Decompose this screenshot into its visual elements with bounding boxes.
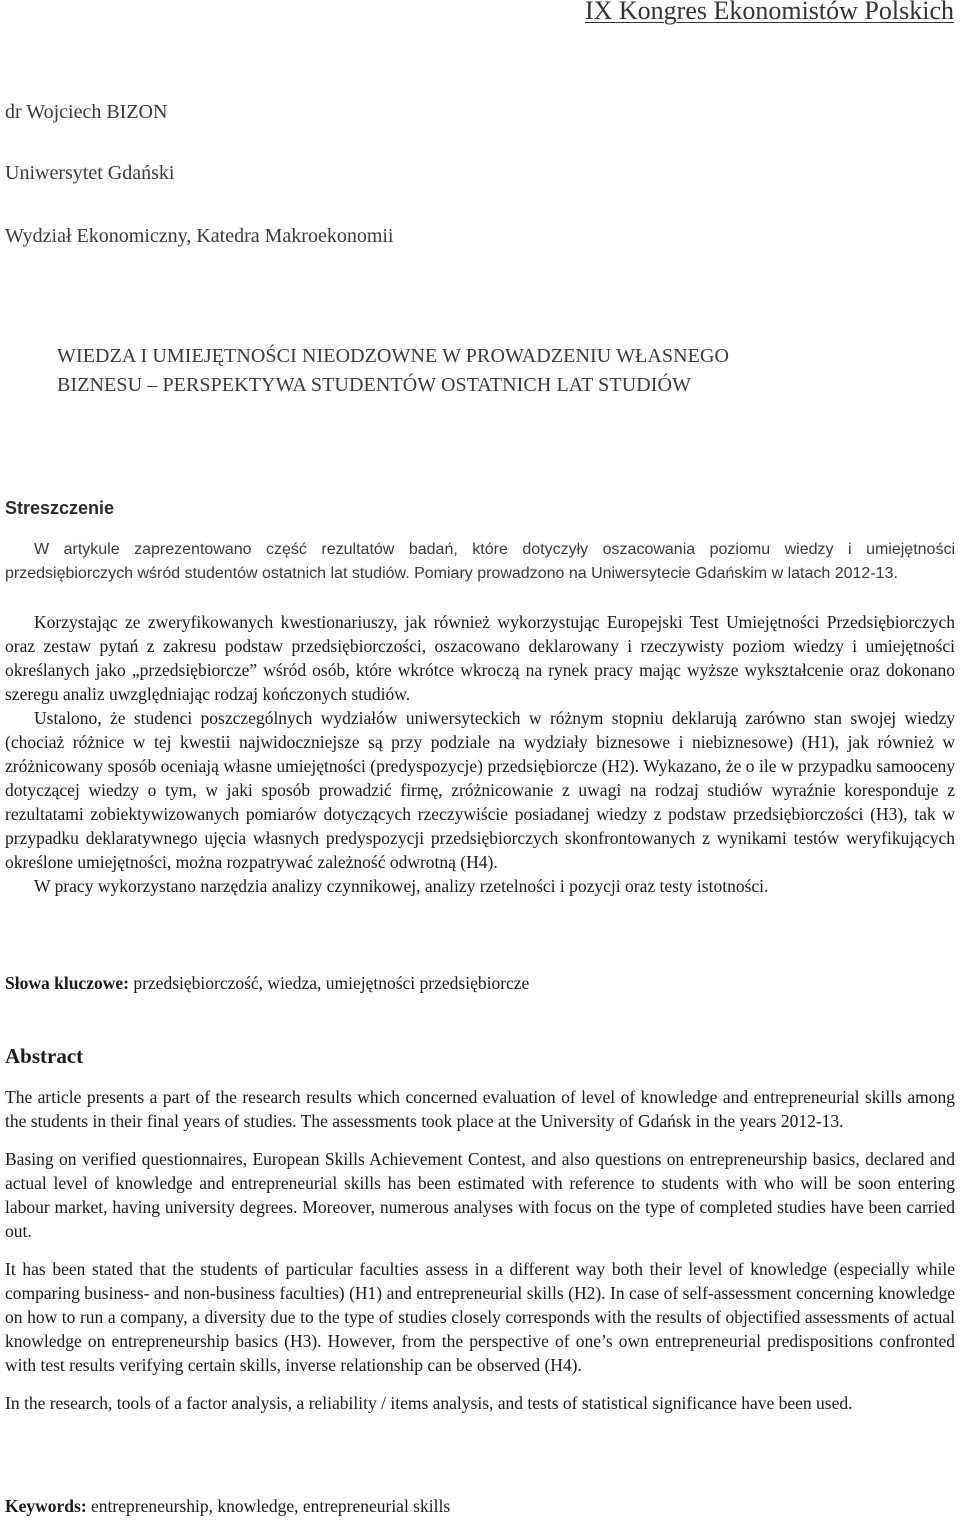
abstract-paragraph-1: The article presents a part of the research results which concerned evaluation of level of knowledge and entrepreneurial skills among the students in their final years of studies. The assessments took place at the University of Gdańsk in the years 2012-13. [5, 1087, 955, 1131]
slowa-kluczowe-label: Słowa kluczowe: [5, 973, 129, 993]
author-department: Wydział Ekonomiczny, Katedra Makroekonomii [5, 225, 394, 247]
keywords-value: entrepreneurship, knowledge, entrepreneurial skills [86, 1496, 451, 1516]
abstract-paragraph-4: In the research, tools of a factor analysis, a reliability / items analysis, and tests of statistical significance have been used. [5, 1393, 853, 1413]
conference-header-link[interactable]: IX Kongres Ekonomistów Polskich [584, 0, 954, 25]
streszczenie-body [5, 538, 955, 586]
keywords [5, 1496, 450, 1517]
author-university: Uniwersytet Gdański [5, 162, 175, 184]
abstract-heading: Abstract [5, 1044, 84, 1068]
streszczenie-heading: Streszczenie [5, 498, 115, 518]
streszczenie-paragraph-3: Ustalono, że studenci poszczególnych wydziałów uniwersyteckich w różnym stopniu deklarują zarówno stan swojej wiedzy (chociaż różnice w tej kwestii najwidoczniejsze są przy podziale na wydziały biznesowe i niebiznesowe) (H1), jak również w zróżnicowany sposób oceniają własne umiejętności (predyspozycje) przedsiębiorcze (H2). Wykazano, że o ile w przypadku samooceny dotyczącej wiedzy o tym, w jaki sposób prowadzić firmę, zróżnicowanie z uwagi na rodzaj studiów wyraźnie koresponduje z rezultatami zobiektywizowanych pomiarów dotyczących rzeczywiście posiadanej wiedzy z podstaw przedsiębiorczości (H3), tak w przypadku deklaratywnego ujęcia własnych predyspozycji przedsiębiorczych skonfrontowanych z wynikami testów weryfikujących określone umiejętności, można rozpatrywać zależność odwrotną (H4). [5, 708, 955, 872]
paper-title-line-2: BIZNESU – PERSPEKTYWA STUDENTÓW OSTATNICH LAT STUDIÓW [57, 374, 692, 396]
slowa-kluczowe-value: przedsiębiorczość, wiedza, umiejętności przedsiębiorcze [128, 973, 530, 993]
slowa-kluczowe [5, 973, 529, 994]
streszczenie-body-serif [5, 610, 955, 898]
streszczenie-paragraph-4: W pracy wykorzystano narzędzia analizy czynnikowej, analizy rzetelności i pozycji oraz testy istotności. [34, 876, 769, 896]
abstract-body [5, 1085, 955, 1415]
streszczenie-paragraph-2: Korzystając ze zweryfikowanych kwestionariuszy, jak również wykorzystując Europejski Test Umiejętności Przedsiębiorczych oraz zestaw pytań z zakresu podstaw przedsiębiorczości, oszacowano deklarowany i rzeczywisty poziom wiedzy i umiejętności określanych jako „przedsiębiorcze” wśród osób, które wkrótce wkroczą na rynek pracy mając wyższe wykształcenie oraz dokonano szeregu analiz uwzględniając rodzaj kończonych studiów. [5, 612, 955, 704]
streszczenie-paragraph-1: W artykule zaprezentowano część rezultatów badań, które dotyczyły oszacowania poziomu wiedzy i umiejętności przedsiębiorczych wśród studentów ostatnich lat studiów. Pomiary prowadzono na Uniwersytecie Gdańskim w latach 2012-13. [5, 541, 955, 582]
keywords-label: Keywords: [5, 1496, 87, 1516]
author-name: dr Wojciech BIZON [5, 101, 168, 123]
abstract-paragraph-3: It has been stated that the students of particular faculties assess in a different way both their level of knowledge (especially while comparing business- and non-business faculties) (H1) and entrepreneurial skills (H2). In case of self-assessment concerning knowledge on how to run a company, a diversity due to the type of studies closely corresponds with the results of objectified assessments of actual knowledge on entrepreneurship basics (H3). However, from the perspective of one’s own entrepreneurial predispositions confronted with test results verifying certain skills, inverse relationship can be observed (H4). [5, 1259, 955, 1375]
abstract-paragraph-2: Basing on verified questionnaires, European Skills Achievement Contest, and also questions on entrepreneurship basics, declared and actual level of knowledge and entrepreneurial skills has been estimated with reference to students with who will be soon entering labour market, having university degrees. Moreover, numerous analyses with focus on the type of completed studies have been carried out. [5, 1149, 955, 1241]
paper-title-line-1: WIEDZA I UMIEJĘTNOŚCI NIEODZOWNE W PROWADZENIU WŁASNEGO [57, 345, 730, 367]
